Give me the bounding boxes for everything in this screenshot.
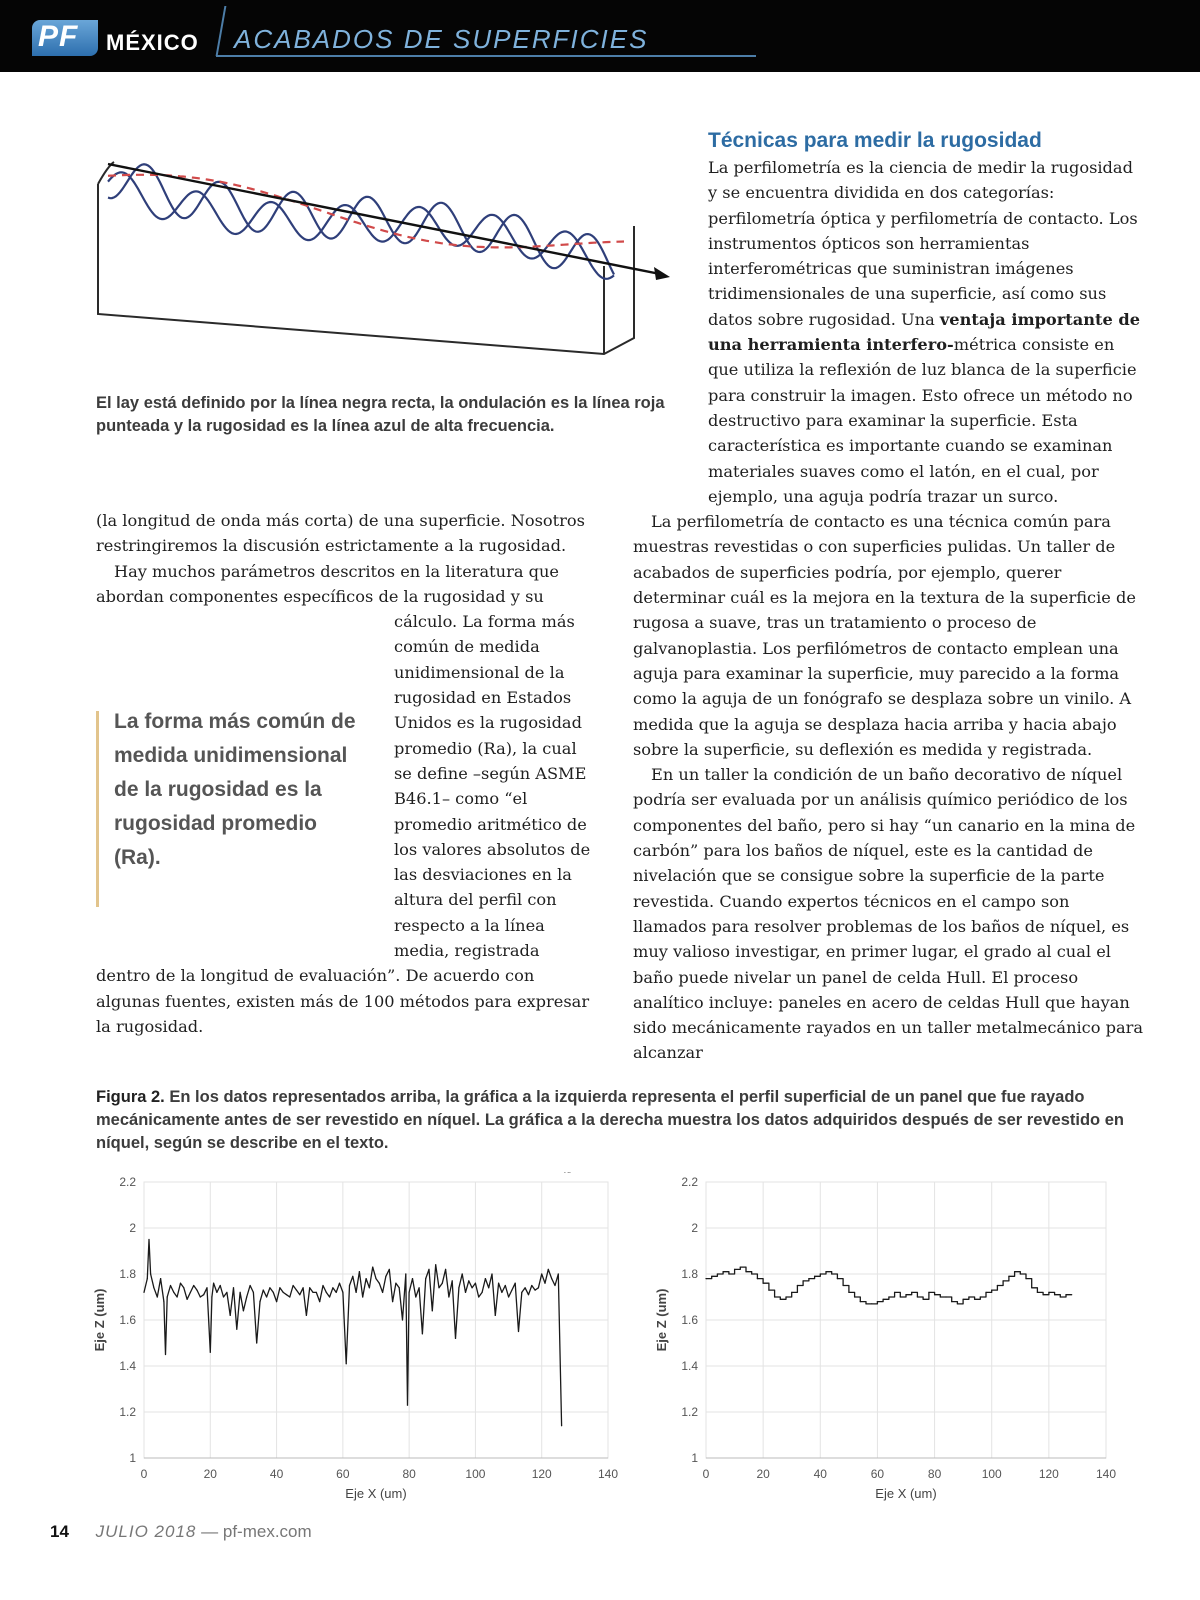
data-point [180,1283,181,1284]
x-tick-label: 120 [531,1467,552,1481]
data-point [163,1301,164,1302]
data-point [356,1292,357,1293]
data-point [974,1299,975,1300]
chart-after-plating-svg [650,1172,1120,1502]
data-point [734,1269,735,1270]
data-point [279,1287,280,1288]
data-point [917,1296,918,1297]
data-point [1020,1273,1021,1274]
chart-after-plating [650,1172,1120,1502]
data-point [848,1292,849,1293]
right-column [633,127,1145,1066]
data-point [226,1292,227,1293]
data-point [379,1283,380,1284]
page-number: 14 [50,1522,69,1541]
y-tick-label: 2 [691,1221,698,1235]
x-tick-label: 40 [269,1467,284,1481]
data-point [980,1296,981,1297]
data-point [843,1285,844,1286]
right-paragraph-2: La perfilometría de contacto es una técnica común para muestras revestidas o con superficies pulidas. Un taller de acabados de superficies podría, por ejemplo, querer determinar cuál es la mejora en la textura de la superficie de rugosa a suave, tras un tratamiento o proceso de galvanoplastia. Los perfilómetros de contacto emplean una aguja para examinar la superficie, muy parecido a la forma como la aguja de un fonógrafo se desplaza sobre un vinilo. A medida que la aguja se desplaza hacia arriba y hacia abajo sobre la superficie, su deflexión es medida y registrada. [633,512,1136,759]
illustration-caption: El lay está definido por la línea negra recta, la ondulación es la línea roja punteada y la rugosidad es la línea azul de alta frecuencia. [96,394,665,435]
data-point [751,1273,752,1274]
data-point [951,1301,952,1302]
data-point [223,1296,224,1297]
lay-line [108,164,660,274]
data-point [303,1287,304,1288]
x-tick-label: 100 [981,1467,1002,1481]
data-point [319,1301,320,1302]
data-point [757,1278,758,1279]
pull-quote-box [96,629,378,945]
data-point [455,1338,456,1339]
data-point [147,1278,148,1279]
data-point [515,1283,516,1284]
data-point [528,1294,529,1295]
x-tick-label: 140 [597,1467,619,1481]
data-point [415,1296,416,1297]
data-point [803,1280,804,1281]
data-point [934,1294,935,1295]
data-point [825,1271,826,1272]
data-point [900,1296,901,1297]
data-point [316,1292,317,1293]
data-point [1014,1271,1015,1272]
data-point [312,1292,313,1293]
data-point [438,1287,439,1288]
data-point [544,1283,545,1284]
x-tick-label: 40 [813,1467,827,1481]
data-point [945,1296,946,1297]
data-point [831,1273,832,1274]
data-point [991,1290,992,1291]
left-paragraph-2-top: Hay muchos parámetros descritos en la literatura que abordan componentes específicos de la rugosidad y su [96,561,560,606]
roughness-line [108,172,614,278]
data-point [928,1292,929,1293]
data-point [405,1273,406,1274]
figure-caption-text: En los datos representados arriba, la gráfica a la izquierda representa el perfil superficial de un panel que fue rayado mecánicamente antes de ser revestido en níquel. La gráfica a la derecha muestra los datos adquiridos después de ser revestido en níquel, según se describe en el texto. [96,1088,1124,1152]
data-point [505,1285,506,1286]
data-point [153,1287,154,1288]
data-point [1003,1280,1004,1281]
data-point [894,1292,895,1293]
section-heading: Técnicas para medir la rugosidad [708,129,1042,152]
y-tick-label: 1.4 [681,1359,698,1373]
data-point [808,1278,809,1279]
surface-texture-illustration [94,126,684,376]
y-tick-label: 1 [129,1451,136,1465]
data-point [785,1296,786,1297]
data-point [419,1287,420,1288]
data-point [465,1292,466,1293]
data-point [541,1273,542,1274]
data-point [774,1296,775,1297]
pull-quote: La forma más común de medida unidimensional de la rugosidad es la rugosidad promedio (Ra). [114,710,356,870]
data-point [190,1292,191,1293]
data-point [289,1296,290,1297]
data-point [768,1290,769,1291]
data-point [187,1299,188,1300]
data-point [322,1285,323,1286]
data-point [143,1292,144,1293]
data-point [521,1292,522,1293]
data-point [1031,1287,1032,1288]
data-point [985,1292,986,1293]
data-point [561,1425,562,1426]
data-point [865,1303,866,1304]
data-point [478,1296,479,1297]
data-point [475,1283,476,1284]
data-point [1025,1278,1026,1279]
data-point [877,1301,878,1302]
data-point [797,1285,798,1286]
data-point [911,1292,912,1293]
data-point [968,1296,969,1297]
data-point [554,1285,555,1286]
data-point [253,1292,254,1293]
data-point [432,1310,433,1311]
data-point [412,1278,413,1279]
data-point [296,1290,297,1291]
data-point [837,1278,838,1279]
data-point [329,1296,330,1297]
data-point [428,1269,429,1270]
data-point [183,1287,184,1288]
right-paragraph-1-start: La perfilometría es la ciencia de medir la rugosidad y se encuentra dividida en dos categorías: perfilometría óptica y perfilometría de contacto. Los instrumentos ópticos son herramientas interferométricas que suministran imágenes tridimensionales de una superficie, así como sus datos sobre rugosidad. Una [708,158,1138,329]
data-point [740,1267,741,1268]
logo-country: MÉXICO [106,30,199,55]
y-tick-label: 1.2 [681,1405,698,1419]
surface-block-outline [98,162,634,354]
data-point [220,1285,221,1286]
data-point [488,1287,489,1288]
footer-site: pf-mex.com [222,1522,312,1541]
data-point [263,1290,264,1291]
data-point [336,1292,337,1293]
data-point [728,1273,729,1274]
data-point [518,1331,519,1332]
data-point [452,1280,453,1281]
section-title: ACABADOS DE SUPERFICIES [234,24,649,54]
data-point [791,1292,792,1293]
data-point [535,1290,536,1291]
x-axis-label: Eje X (um) [345,1486,407,1501]
data-point [359,1271,360,1272]
data-point [568,1172,569,1173]
data-point [402,1319,403,1320]
data-point [389,1269,390,1270]
footer-separator: — [201,1522,219,1541]
data-point [236,1329,237,1330]
data-point [495,1315,496,1316]
data-point [551,1278,552,1279]
data-point [780,1299,781,1300]
data-point [283,1292,284,1293]
masthead [0,0,1200,72]
y-tick-label: 2.2 [681,1175,698,1189]
data-point [963,1299,964,1300]
data-point [723,1271,724,1272]
data-point [548,1269,549,1270]
data-point [157,1296,158,1297]
data-point [820,1273,821,1274]
data-point [246,1296,247,1297]
data-point [763,1283,764,1284]
data-point [349,1285,350,1286]
data-point [256,1342,257,1343]
left-paragraph-2-wrap: cálculo. La forma más común de medida unidimensional de la rugosidad en Estados Unidos es la rugosidad promedio (Ra), la cual se define –según ASME B46.1– como “el promedio aritmético de los valores absolutos de las desviaciones en la altura del perfil con respecto a la línea media, registrada dentro de la longitud de evaluación”. De acuerdo con algunas fuentes, existen más de 100 métodos para expresar la rugosidad. [96,612,591,1036]
data-point [306,1315,307,1316]
data-point [458,1287,459,1288]
right-paragraph-3: En un taller la condición de un baño decorativo de níquel podría ser evaluada por un análisis químico periódico de los componentes del baño, pero si hay “un canario en la mina de carbón” para los baños de níquel, este es la cantidad de nivelación que se consigue sobre la superficie de la parte revestida. Cuando expertos técnicos en el campo son llamados para resolver problemas de los baños de níquel, es muy valioso investigar, en primer lugar, el grado al cual el baño puede nivelar un panel de celda Hull. El proceso analítico incluye: paneles en acero de celdas Hull que hayan sido mecánicamente rayados en un taller metalmecánico para alcanzar [633,765,1144,1063]
data-point [425,1278,426,1279]
data-point [160,1278,161,1279]
data-point [342,1292,343,1293]
data-point [498,1283,499,1284]
data-point [525,1287,526,1288]
x-tick-label: 60 [870,1467,885,1481]
data-point [1060,1296,1061,1297]
data-point [362,1296,363,1297]
data-point [1048,1292,1049,1293]
data-point [511,1290,512,1291]
data-point [230,1315,231,1316]
data-point [558,1273,559,1274]
data-point [167,1296,168,1297]
data-point [564,1172,565,1173]
data-point [888,1296,889,1297]
data-point [382,1292,383,1293]
x-tick-label: 0 [702,1467,710,1481]
data-point [1065,1294,1066,1295]
data-point [409,1292,410,1293]
data-point [210,1352,211,1353]
data-point [148,1239,149,1240]
data-point [240,1292,241,1293]
data-point [442,1283,443,1284]
data-point [501,1292,502,1293]
data-point [213,1283,214,1284]
x-axis-label: Eje X (um) [875,1486,937,1501]
x-tick-label: 100 [465,1467,486,1481]
data-point [854,1296,855,1297]
data-point [250,1285,251,1286]
data-point [407,1405,408,1406]
data-point [273,1292,274,1293]
issue-date: JULIO 2018 [95,1522,197,1541]
data-point [997,1285,998,1286]
data-point [814,1276,815,1277]
x-tick-label: 140 [1095,1467,1117,1481]
chart-before-plating-svg [88,1172,628,1502]
y-tick-label: 1.6 [119,1313,136,1327]
data-point [392,1301,393,1302]
data-point [883,1299,884,1300]
data-point [399,1287,400,1288]
data-point [177,1296,178,1297]
data-point [366,1278,367,1279]
data-point [206,1287,207,1288]
data-point [233,1287,234,1288]
data-point [1037,1292,1038,1293]
x-tick-label: 20 [756,1467,770,1481]
data-point [375,1278,376,1279]
chart-before-plating [88,1172,628,1502]
data-point [372,1267,373,1268]
data-point [385,1276,386,1277]
y-tick-label: 1 [691,1451,698,1465]
data-point [860,1301,861,1302]
pull-quote-bar [96,711,99,907]
data-point [717,1273,718,1274]
data-point [352,1276,353,1277]
data-point [165,1354,166,1355]
data-point [531,1285,532,1286]
data-point [196,1290,197,1291]
data-point [200,1296,201,1297]
data-point [173,1292,174,1293]
data-point [243,1310,244,1311]
waviness-line [108,175,624,248]
data-point [957,1303,958,1304]
header-underline [216,55,756,57]
data-point [871,1303,872,1304]
data-point [940,1296,941,1297]
page-footer [50,1522,312,1542]
data-point [711,1276,712,1277]
data-point [326,1292,327,1293]
y-tick-label: 1.6 [681,1313,698,1327]
data-point [276,1301,277,1302]
figure-caption [96,1086,1141,1155]
x-tick-label: 60 [336,1467,350,1481]
y-tick-label: 1.8 [681,1267,698,1281]
data-point [193,1285,194,1286]
data-point [705,1278,706,1279]
right-paragraph-1 [708,155,1145,509]
data-point [332,1287,333,1288]
x-tick-label: 20 [203,1467,217,1481]
data-point [569,1172,570,1173]
y-tick-label: 1.8 [119,1267,136,1281]
y-axis-label: Eje Z (um) [654,1288,669,1352]
data-point [472,1287,473,1288]
data-point [1071,1294,1072,1295]
y-tick-label: 2 [129,1221,136,1235]
data-point [482,1292,483,1293]
y-axis-label: Eje Z (um) [92,1288,107,1352]
data-point [395,1283,396,1284]
data-point [211,1296,212,1297]
data-point [508,1296,509,1297]
data-point [745,1271,746,1272]
data-point [299,1294,300,1295]
data-point [259,1301,260,1302]
data-point [203,1294,204,1295]
data-point [266,1296,267,1297]
data-point [1008,1276,1009,1277]
data-point [286,1294,287,1295]
data-point [485,1278,486,1279]
x-tick-label: 80 [927,1467,942,1481]
x-tick-label: 80 [402,1467,416,1481]
y-tick-label: 1.4 [119,1359,136,1373]
data-point [491,1273,492,1274]
y-tick-label: 2.2 [119,1175,136,1189]
figure-label: Figura 2. [96,1088,165,1106]
data-point [462,1273,463,1274]
right-paragraph-1-bold: ventaja importante de una herramienta interfero- [708,309,1141,355]
data-point [1054,1294,1055,1295]
data-point [339,1283,340,1284]
data-point [293,1285,294,1286]
data-point [923,1299,924,1300]
header-divider [216,6,227,56]
data-point [369,1287,370,1288]
data-point [905,1294,906,1295]
data-point [445,1269,446,1270]
data-point [448,1296,449,1297]
left-column [96,508,594,1039]
x-tick-label: 0 [140,1467,148,1481]
data-point [309,1287,310,1288]
data-point [269,1287,270,1288]
data-point [346,1363,347,1364]
data-point [216,1292,217,1293]
logo-text: PF [38,20,79,53]
data-point [538,1287,539,1288]
data-point [435,1264,436,1265]
data-point [150,1273,151,1274]
x-tick-label: 120 [1038,1467,1059,1481]
y-tick-label: 1.2 [119,1405,136,1419]
data-point [422,1333,423,1334]
data-point [170,1285,171,1286]
right-paragraph-1-end: métrica consiste en que utiliza la reflexión de luz blanca de la superficie para construir la imagen. Esto ofrece un método no destructivo para examinar la superficie. Esta característica es importante cuando se examinan materiales suaves como el latón, en el cual, por ejemplo, una aguja podría trazar un surco. [708,335,1137,506]
left-paragraph-1: (la longitud de onda más corta) de una superficie. Nosotros restringiremos la discusión estrictamente a la rugosidad. [96,511,585,556]
data-point [1043,1294,1044,1295]
data-point [468,1280,469,1281]
